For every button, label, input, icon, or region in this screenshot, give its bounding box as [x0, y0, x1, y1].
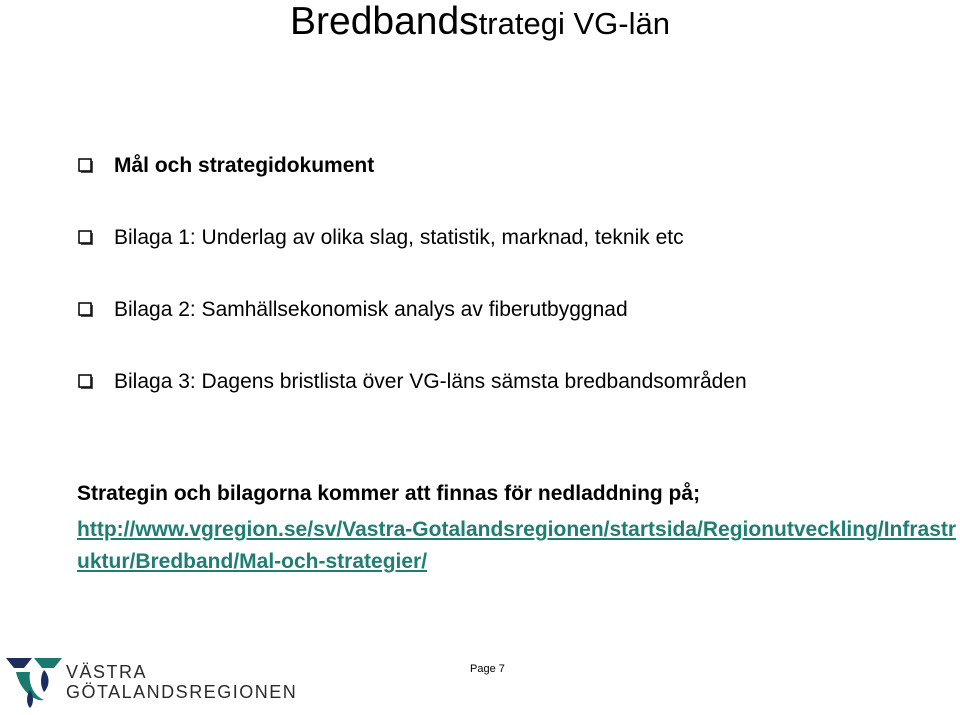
page-title — [0, 0, 960, 44]
page-number: Page 7 — [470, 663, 505, 675]
title-part1: Bredbands — [290, 0, 479, 43]
list-item-label: Bilaga 2: Samhällsekonomisk analys av fiberutbyggnad — [114, 298, 628, 321]
title-part2: trategi VG-län — [478, 6, 670, 41]
list-item-label: Bilaga 1: Underlag av olika slag, statistik, marknad, teknik etc — [114, 226, 684, 249]
download-link[interactable]: http://www.vgregion.se/sv/Vastra-Gotalandsregionen/startsida/Regionutveckling/Infrastruktur/Bredband/Mal-och-strategier/ — [77, 518, 957, 573]
list-item — [78, 367, 747, 397]
logo-line1: VÄSTRA — [66, 662, 148, 682]
logo-text — [66, 662, 297, 702]
list-item-label: Mål och strategidokument — [114, 154, 375, 177]
list-item — [78, 151, 374, 181]
checkbox-bullet-icon — [78, 302, 94, 318]
checkbox-bullet-icon — [78, 374, 94, 390]
region-emblem-icon — [4, 650, 66, 710]
list-item — [78, 223, 684, 253]
checkbox-bullet-icon — [78, 230, 94, 246]
list-item — [78, 295, 628, 325]
list-item-label: Bilaga 3: Dagens bristlista över VG-läns sämsta bredbandsområden — [114, 370, 747, 393]
logo-line2: GÖTALANDSREGIONEN — [66, 682, 298, 702]
vastra-gotalandsregionen-logo — [4, 650, 298, 710]
download-note: Strategin och bilagorna kommer att finnas för nedladdning på; — [77, 482, 701, 505]
checkbox-bullet-icon — [78, 158, 94, 174]
